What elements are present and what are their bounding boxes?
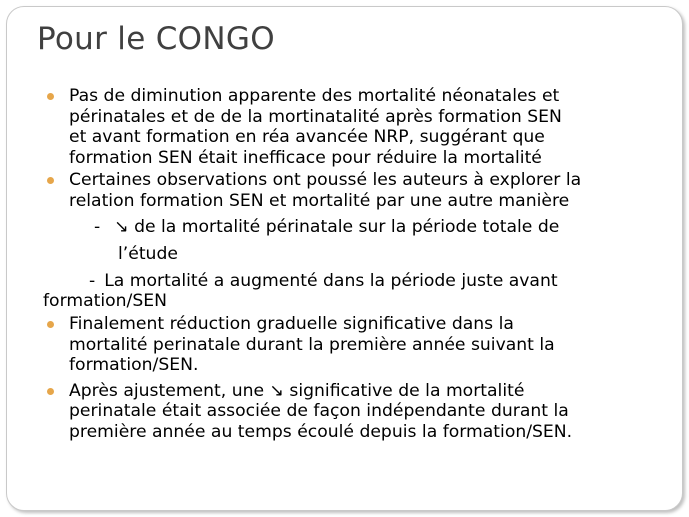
bullet-line: Certaines observations ont poussé les auteurs à explorer la: [69, 170, 582, 191]
bullet-line: relation formation SEN et mortalité par une autre manière: [69, 190, 570, 211]
slide-content: [43, 86, 643, 445]
bullet-line: Finalement réduction graduelle significative dans la: [69, 313, 514, 334]
sub-item-line: La mortalité a augmenté dans la période juste avant: [104, 270, 558, 291]
slide-title: Pour le CONGO: [37, 21, 275, 57]
sub-item: [43, 271, 643, 292]
bullet-line: mortalité perinatale durant la première année suivant la: [69, 334, 555, 355]
bullet-line: perinatale était associée de façon indépendante durant la: [69, 401, 569, 422]
bullet-line: périnatales et de de la mortinatalité après formation SEN: [69, 106, 562, 127]
bullet-line: première année au temps écoulé depuis la formation/SEN.: [69, 421, 573, 442]
bullet-dot-icon: [47, 321, 54, 328]
slide-frame: [6, 6, 683, 511]
sub-item-dash: -: [94, 216, 101, 237]
bullet-line: et avant formation en réa avancée NRP, suggérant que: [69, 127, 545, 148]
bullet-dot-icon: [47, 93, 54, 100]
bullet-line: Pas de diminution apparente des mortalité néonatales et: [69, 86, 560, 106]
bullet-item: [43, 314, 643, 376]
sub-item-continuation: formation/SEN: [43, 291, 167, 312]
sub-item-continuation: l’étude: [118, 244, 178, 265]
sub-item-dash: -: [89, 270, 96, 291]
bullet-line: formation/SEN.: [69, 355, 199, 376]
bullet-dot-icon: [47, 388, 54, 395]
bullet-item: [43, 86, 643, 168]
bullet-line: formation SEN était inefficace pour réduire la mortalité: [69, 147, 542, 168]
bullet-item: [43, 381, 643, 443]
sub-item-line: ↘ de la mortalité périnatale sur la période totale de: [114, 216, 560, 237]
bullet-item: [43, 170, 643, 211]
sub-item: [43, 217, 643, 238]
bullet-dot-icon: [47, 177, 54, 184]
bullet-line: Après ajustement, une ↘ significative de la mortalité: [69, 380, 525, 401]
